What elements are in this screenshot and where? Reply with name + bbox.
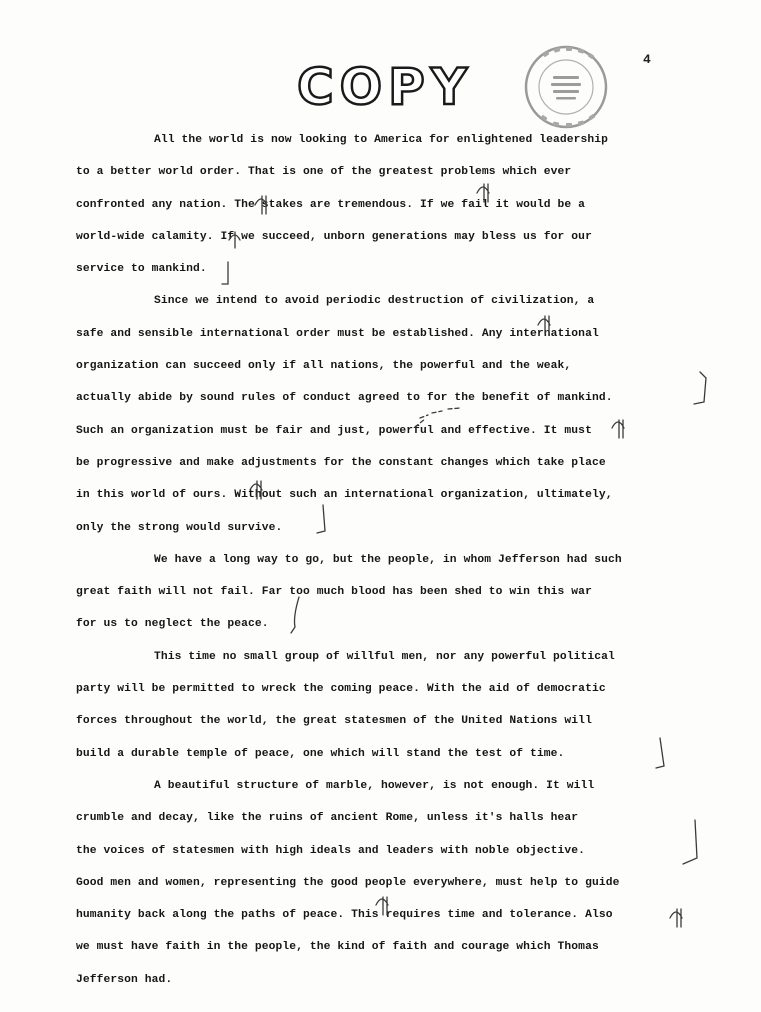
text-line: crumble and decay, like the ruins of ancient Rome, unless it's halls hear — [76, 812, 579, 825]
text-line: actually abide by sound rules of conduct agreed to for the benefit of mankind. — [76, 392, 613, 405]
text-line: Such an organization must be fair and just, powerful and effective. It must — [76, 424, 592, 437]
text-line: party will be permitted to wreck the coming peace. With the aid of democratic — [76, 683, 606, 696]
page-number: 4 — [643, 52, 651, 67]
text-line: forces throughout the world, the great statesmen of the United Nations will — [76, 715, 592, 728]
archive-stamp-icon — [523, 44, 609, 130]
text-line: service to mankind. — [76, 263, 207, 276]
paragraph-3 — [76, 544, 716, 641]
text-line: This time no small group of willful men, nor any powerful political — [154, 650, 615, 663]
text-line: Since we intend to avoid periodic destruction of civilization, a — [154, 295, 595, 308]
paragraph-2 — [76, 285, 716, 543]
text-line: we must have faith in the people, the kind of faith and courage which Thomas — [76, 941, 599, 954]
paragraph-5 — [76, 770, 716, 996]
text-line: Good men and women, representing the good people everywhere, must help to guide — [76, 876, 620, 889]
text-line: for us to neglect the peace. — [76, 618, 269, 631]
text-line: Jefferson had. — [76, 973, 173, 986]
text-line: organization can succeed only if all nations, the powerful and the weak, — [76, 360, 572, 373]
text-line: to a better world order. That is one of the greatest problems which ever — [76, 166, 572, 179]
text-line: world-wide calamity. If we succeed, unborn generations may bless us for our — [76, 230, 592, 243]
text-line: humanity back along the paths of peace. This requires time and tolerance. Also — [76, 909, 613, 922]
paragraph-1 — [76, 124, 716, 285]
text-line: We have a long way to go, but the people, in whom Jefferson had such — [154, 553, 622, 566]
paragraph-4 — [76, 641, 716, 770]
letter-body — [76, 124, 716, 996]
text-line: A beautiful structure of marble, however, is not enough. It will — [154, 779, 595, 792]
text-line: only the strong would survive. — [76, 521, 283, 534]
text-line: confronted any nation. The stakes are tremendous. If we fail it would be a — [76, 198, 586, 211]
text-line: safe and sensible international order must be established. Any international — [76, 327, 599, 340]
text-line: build a durable temple of peace, one which will stand the test of time. — [76, 747, 565, 760]
text-line: great faith will not fail. Far too much blood has been shed to win this war — [76, 586, 592, 599]
text-line: the voices of statesmen with high ideals and leaders with noble objective. — [76, 844, 586, 857]
text-line: All the world is now looking to America for enlightened leadership — [154, 134, 609, 146]
text-line: in this world of ours. Without such an international organization, ultimately, — [76, 489, 613, 502]
text-line: be progressive and make adjustments for the constant changes which take place — [76, 456, 606, 469]
copy-title: COPY — [296, 58, 474, 116]
